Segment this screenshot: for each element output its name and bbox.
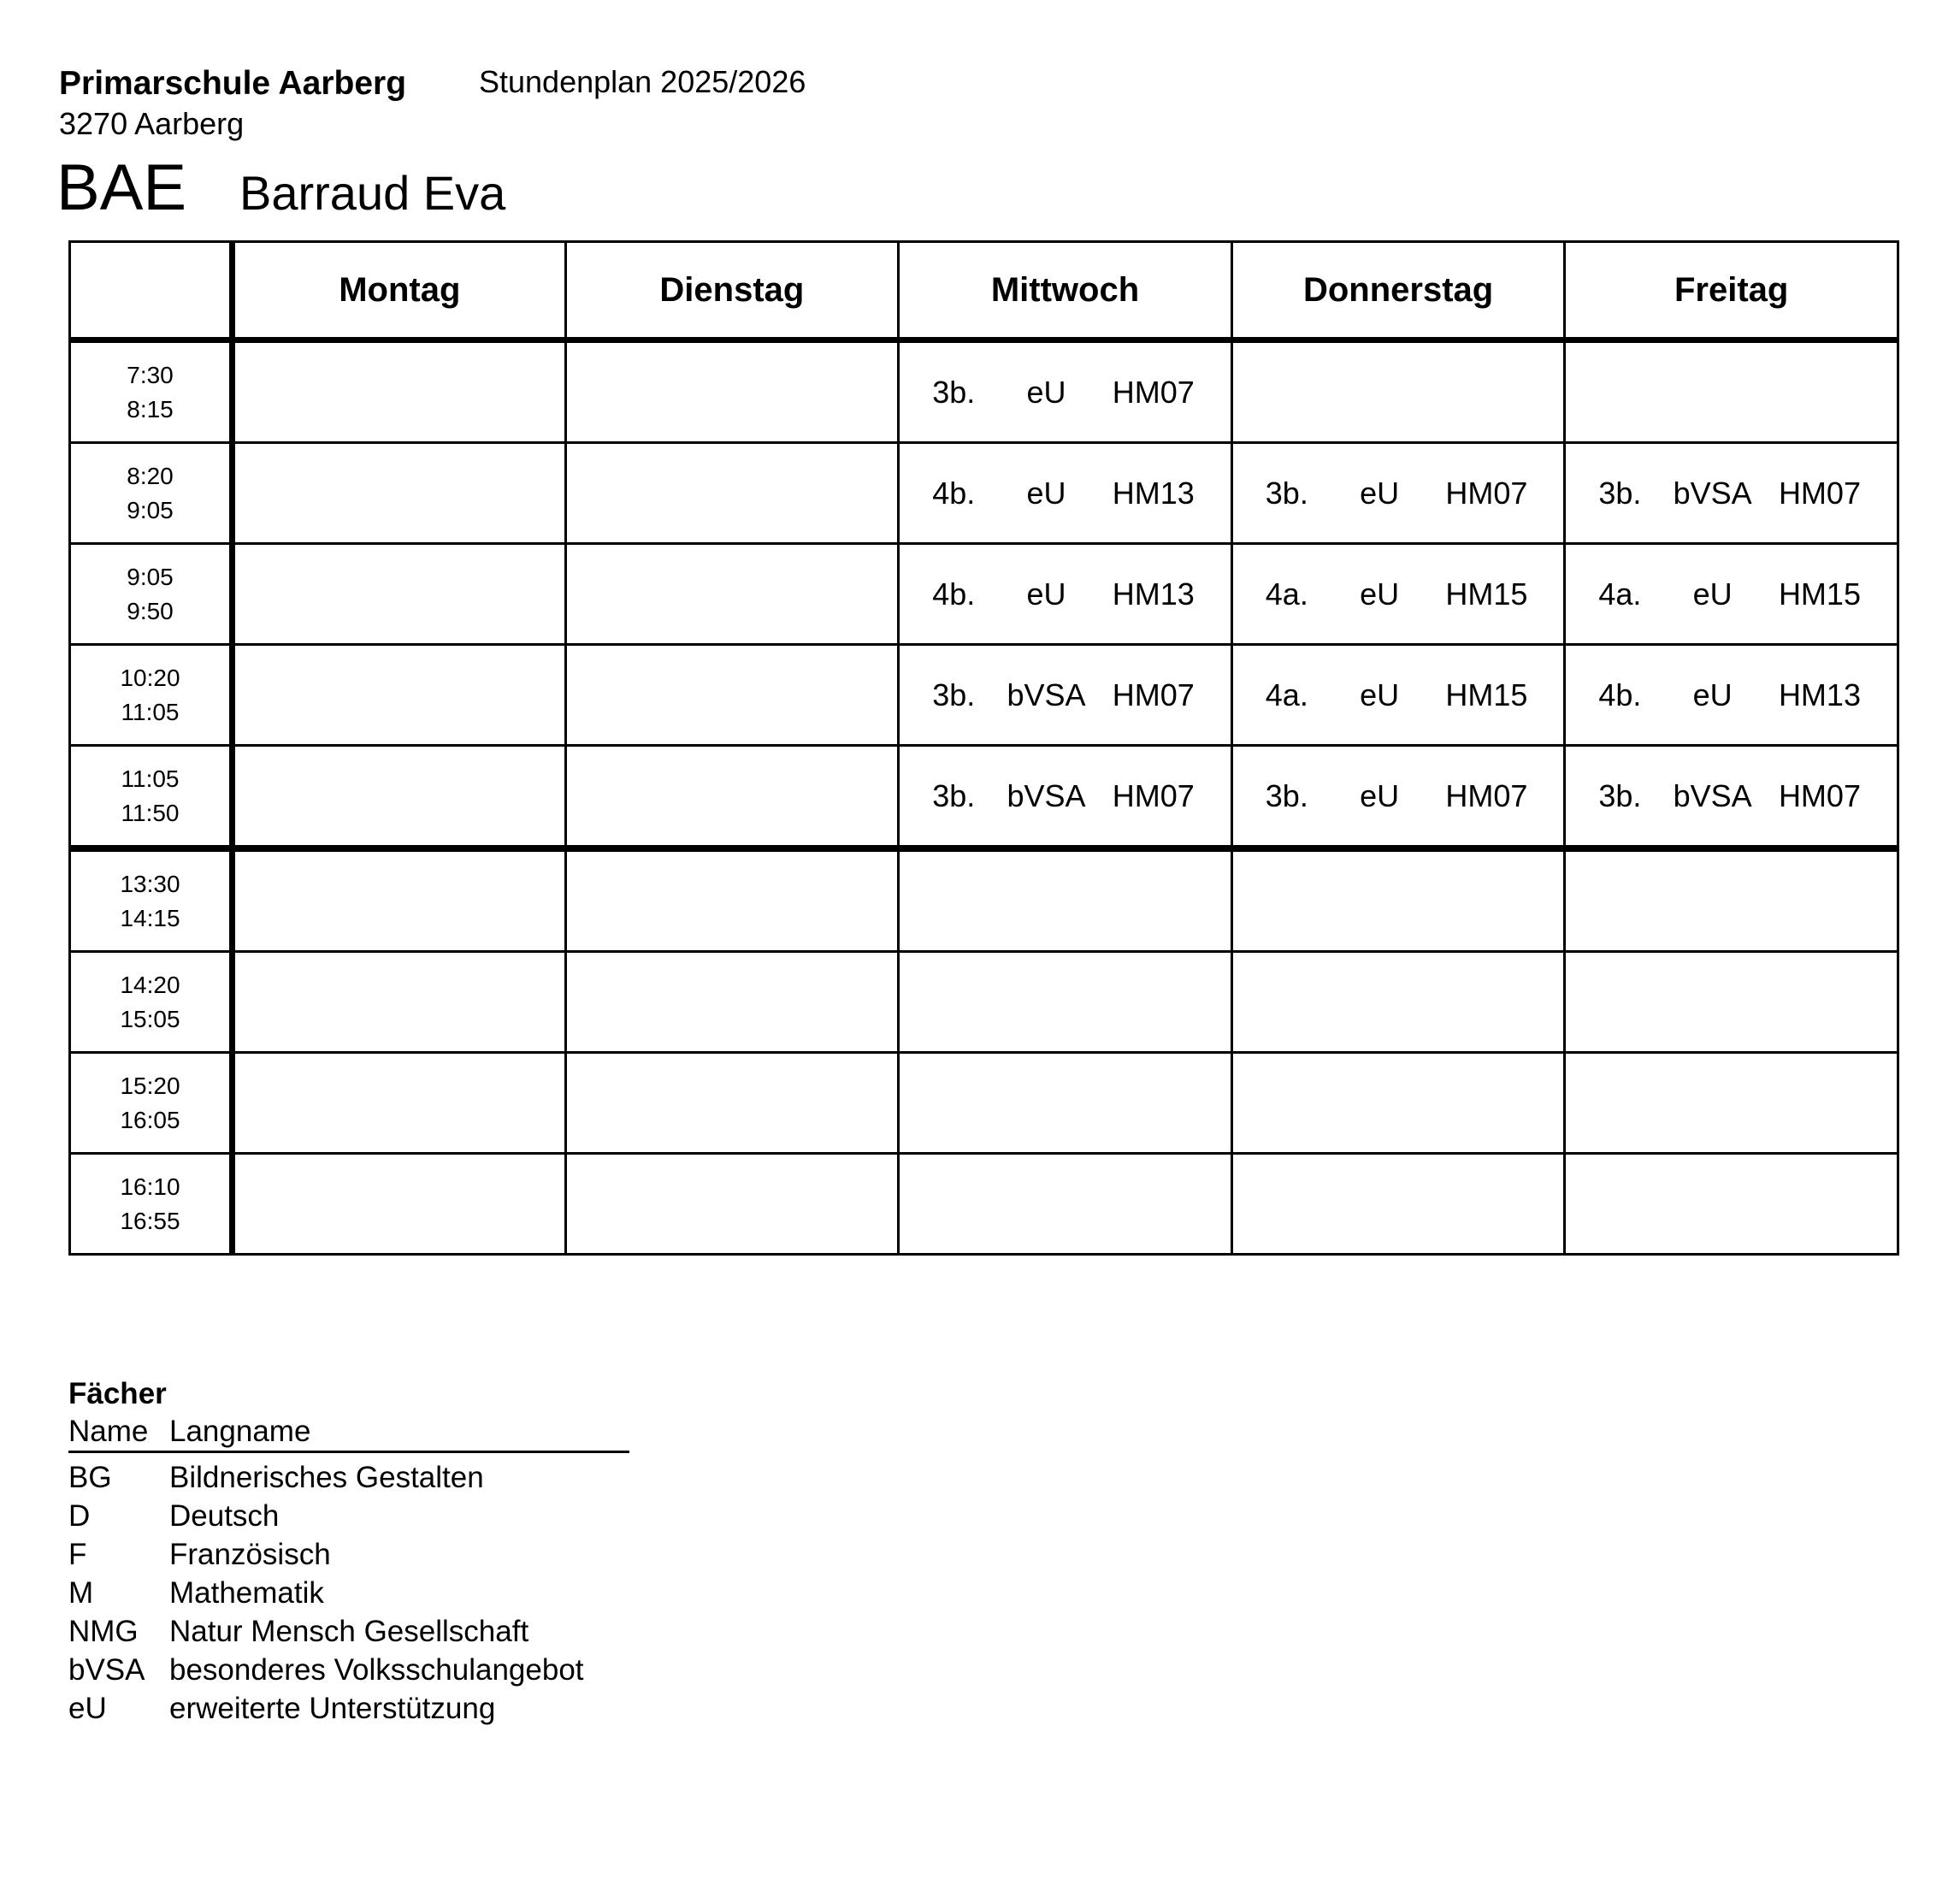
lesson-class: 3b. — [932, 777, 976, 813]
lesson-subject: eU — [1026, 475, 1066, 511]
period-row — [70, 443, 1898, 544]
lesson-cell — [1565, 746, 1898, 849]
lesson-subject: eU — [1026, 576, 1066, 612]
period-row — [70, 340, 1898, 443]
legend-subject-name: erweiterte Unterstützung — [169, 1692, 496, 1725]
lesson-subject: eU — [1692, 677, 1733, 712]
school-city: 3270 Aarberg — [59, 106, 245, 141]
day-header: Donnerstag — [1231, 242, 1565, 340]
lesson-cell — [899, 645, 1232, 746]
period-time — [70, 1053, 233, 1154]
period-start: 8:20 — [127, 462, 174, 489]
lesson-room: HM15 — [1445, 677, 1528, 712]
lesson-cell — [899, 340, 1232, 443]
lesson-cell — [1231, 848, 1565, 952]
lesson-cell — [565, 443, 899, 544]
lesson-cell — [565, 544, 899, 645]
lesson-subject: eU — [1360, 677, 1400, 712]
lesson-class: 4b. — [1598, 677, 1642, 712]
period-time — [70, 746, 233, 849]
lesson-cell — [899, 544, 1232, 645]
lesson-cell — [565, 952, 899, 1053]
lesson-subject: eU — [1360, 777, 1400, 813]
lesson-room: HM13 — [1112, 576, 1195, 612]
lesson-subject: bVSA — [1007, 777, 1086, 813]
lesson-class: 4a. — [1265, 576, 1308, 612]
legend-col-name: Name — [68, 1415, 149, 1448]
lesson-class: 4b. — [932, 475, 976, 511]
lesson-entry — [1566, 576, 1897, 612]
lesson-room: HM13 — [1778, 677, 1861, 712]
lesson-cell — [899, 952, 1232, 1053]
lesson-cell — [233, 443, 566, 544]
period-row — [70, 746, 1898, 849]
lesson-class: 3b. — [932, 374, 976, 410]
lesson-room: HM07 — [1778, 475, 1861, 511]
legend-row — [68, 1497, 629, 1535]
day-header: Freitag — [1565, 242, 1898, 340]
lesson-class: 3b. — [1265, 475, 1308, 511]
lesson-room: HM07 — [1112, 777, 1195, 813]
period-end: 14:15 — [120, 904, 180, 931]
lesson-cell — [233, 340, 566, 443]
lesson-cell — [899, 1053, 1232, 1154]
legend-subject-code: eU — [68, 1692, 107, 1725]
lesson-cell — [899, 848, 1232, 952]
lesson-class: 4a. — [1265, 677, 1308, 712]
timetable-header-row — [70, 242, 1898, 340]
lesson-cell — [233, 1053, 566, 1154]
lesson-cell — [233, 1154, 566, 1255]
lesson-room: HM15 — [1445, 576, 1528, 612]
period-time — [70, 1154, 233, 1255]
legend-subject-name: besonderes Volksschulangebot — [169, 1653, 584, 1687]
lesson-cell — [1231, 746, 1565, 849]
lesson-cell — [1231, 645, 1565, 746]
legend-subject-code: bVSA — [68, 1653, 145, 1687]
period-end: 8:15 — [127, 395, 174, 423]
lesson-subject: eU — [1360, 475, 1400, 511]
legend-subject-name: Französisch — [169, 1538, 331, 1571]
period-start: 16:10 — [120, 1173, 180, 1200]
lesson-entry — [1566, 476, 1897, 511]
legend-rows — [68, 1458, 629, 1728]
legend-subject-code: F — [68, 1538, 87, 1571]
lesson-entry — [900, 778, 1231, 814]
lesson-cell — [1565, 340, 1898, 443]
legend-row — [68, 1458, 629, 1497]
day-header: Mittwoch — [899, 242, 1232, 340]
legend-row — [68, 1651, 629, 1689]
lesson-cell — [1565, 952, 1898, 1053]
lesson-room: HM07 — [1112, 374, 1195, 410]
corner-cell — [70, 242, 233, 340]
lesson-entry — [1566, 778, 1897, 814]
period-time — [70, 544, 233, 645]
lesson-cell — [233, 952, 566, 1053]
lesson-subject: eU — [1692, 576, 1733, 612]
legend-row — [68, 1535, 629, 1574]
lesson-cell — [565, 645, 899, 746]
period-start: 13:30 — [120, 870, 180, 897]
teacher-name: Barraud Eva — [239, 166, 506, 220]
lesson-entry — [1233, 778, 1564, 814]
period-row — [70, 952, 1898, 1053]
lesson-room: HM15 — [1778, 576, 1861, 612]
period-end: 9:05 — [127, 496, 174, 523]
legend-subject-code: NMG — [68, 1615, 139, 1648]
lesson-room: HM07 — [1778, 777, 1861, 813]
lesson-room: HM07 — [1445, 475, 1528, 511]
lesson-class: 3b. — [1265, 777, 1308, 813]
period-end: 9:50 — [127, 597, 174, 624]
lesson-subject: eU — [1026, 374, 1066, 410]
period-row — [70, 848, 1898, 952]
period-end: 16:55 — [120, 1207, 180, 1234]
period-start: 15:20 — [120, 1072, 180, 1099]
period-start: 9:05 — [127, 563, 174, 590]
lesson-cell — [1565, 1053, 1898, 1154]
lesson-cell — [1565, 848, 1898, 952]
lesson-entry — [900, 677, 1231, 713]
lesson-entry — [1566, 677, 1897, 713]
period-row — [70, 645, 1898, 746]
timetable — [68, 240, 1899, 1256]
lesson-class: 3b. — [932, 677, 976, 712]
legend-subject-name: Mathematik — [169, 1576, 324, 1610]
lesson-entry — [1233, 677, 1564, 713]
lesson-cell — [1565, 1154, 1898, 1255]
lesson-cell — [1231, 1053, 1565, 1154]
period-time — [70, 645, 233, 746]
timetable-body — [70, 340, 1898, 1255]
period-row — [70, 1154, 1898, 1255]
lesson-cell — [1565, 544, 1898, 645]
legend-header — [68, 1415, 629, 1453]
lesson-cell — [1231, 340, 1565, 443]
day-header: Dienstag — [565, 242, 899, 340]
lesson-cell — [1231, 952, 1565, 1053]
day-header: Montag — [233, 242, 566, 340]
lesson-entry — [1233, 476, 1564, 511]
teacher-code: BAE — [56, 151, 187, 224]
lesson-entry — [900, 375, 1231, 411]
lesson-cell — [233, 544, 566, 645]
lesson-cell — [899, 746, 1232, 849]
legend-subject-name: Bildnerisches Gestalten — [169, 1461, 484, 1494]
plan-title: Stundenplan 2025/2026 — [479, 64, 806, 99]
lesson-entry — [900, 476, 1231, 511]
period-time — [70, 340, 233, 443]
lesson-class: 3b. — [1598, 777, 1642, 813]
lesson-cell — [233, 848, 566, 952]
lesson-room: HM13 — [1112, 475, 1195, 511]
lesson-cell — [1565, 645, 1898, 746]
lesson-cell — [1565, 443, 1898, 544]
school-name: Primarschule Aarberg — [59, 65, 407, 102]
lesson-cell — [565, 1154, 899, 1255]
period-end: 11:05 — [121, 698, 180, 725]
lesson-cell — [233, 746, 566, 849]
lesson-cell — [1231, 443, 1565, 544]
lesson-cell — [565, 848, 899, 952]
period-start: 14:20 — [120, 971, 180, 998]
lesson-subject: eU — [1360, 576, 1400, 612]
lesson-subject: bVSA — [1673, 777, 1752, 813]
lesson-cell — [565, 1053, 899, 1154]
period-end: 16:05 — [120, 1106, 180, 1133]
period-time — [70, 952, 233, 1053]
legend-subject-name: Deutsch — [169, 1499, 280, 1533]
lesson-class: 4b. — [932, 576, 976, 612]
lesson-entry — [1233, 576, 1564, 612]
period-row — [70, 544, 1898, 645]
lesson-subject: bVSA — [1673, 475, 1752, 511]
period-start: 10:20 — [120, 664, 180, 691]
lesson-cell — [899, 1154, 1232, 1255]
legend-row — [68, 1574, 629, 1612]
lesson-cell — [233, 645, 566, 746]
lesson-entry — [900, 576, 1231, 612]
lesson-cell — [1231, 1154, 1565, 1255]
period-row — [70, 1053, 1898, 1154]
legend-col-longname: Langname — [169, 1415, 311, 1448]
lesson-room: HM07 — [1445, 777, 1528, 813]
lesson-class: 3b. — [1598, 475, 1642, 511]
legend-row — [68, 1689, 629, 1728]
lesson-cell — [899, 443, 1232, 544]
legend-row — [68, 1612, 629, 1651]
legend-subject-code: M — [68, 1576, 94, 1610]
subject-legend — [68, 1377, 629, 1728]
period-time — [70, 443, 233, 544]
lesson-cell — [565, 340, 899, 443]
period-start: 11:05 — [121, 765, 180, 792]
legend-subject-code: D — [68, 1499, 91, 1533]
legend-subject-code: BG — [68, 1461, 112, 1494]
lesson-cell — [1231, 544, 1565, 645]
legend-title: Fächer — [68, 1377, 167, 1410]
period-end: 11:50 — [121, 799, 180, 826]
lesson-subject: bVSA — [1007, 677, 1086, 712]
legend-subject-name: Natur Mensch Gesellschaft — [169, 1615, 529, 1648]
lesson-cell — [565, 746, 899, 849]
lesson-class: 4a. — [1598, 576, 1642, 612]
period-end: 15:05 — [120, 1005, 180, 1032]
lesson-room: HM07 — [1112, 677, 1195, 712]
period-time — [70, 848, 233, 952]
period-start: 7:30 — [127, 361, 174, 388]
